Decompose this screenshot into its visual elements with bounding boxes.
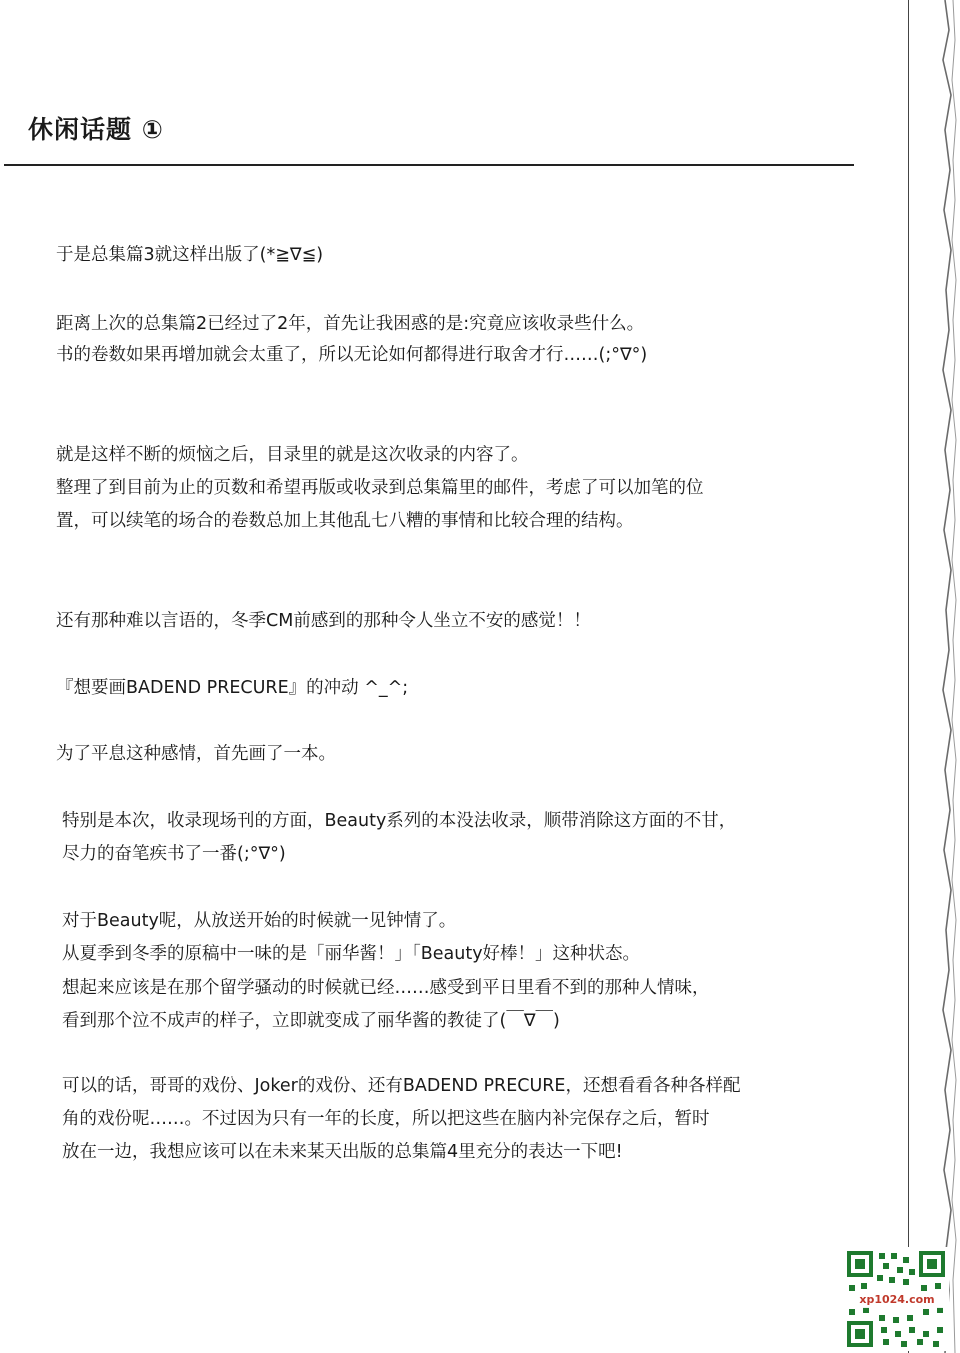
watermark-url: xp1024.com (848, 1292, 946, 1308)
text-line: 尽力的奋笔疾书了一番(;°∇°) (62, 844, 286, 864)
text-line: 置，可以续笔的场合的卷数总加上其他乱七八糟的事情和比较合理的结构。 (56, 511, 634, 531)
torn-edge-texture (905, 0, 960, 1353)
text-line: 还有那种难以言语的，冬季CM前感到的那种令人坐立不安的感觉！！ (56, 611, 591, 631)
text-line: 『想要画BADEND PRECURE』的冲动 ^_^; (56, 678, 409, 698)
text-line: 特别是本次，收录现场刊的方面，Beauty系列的本没法收录，顺带消除这方面的不甘， (62, 811, 737, 831)
text-line: 距离上次的总集篇2已经过了2年，首先让我困惑的是:究竟应该收录些什么。 (56, 314, 645, 334)
text-line: 对于Beauty呢，从放送开始的时候就一见钟情了。 (62, 911, 457, 931)
text-line: 就是这样不断的烦恼之后，目录里的就是这次收录的内容了。 (56, 445, 529, 465)
text-line: 整理了到目前为止的页数和希望再版或收录到总集篇里的邮件，考虑了可以加笔的位 (56, 478, 704, 498)
text-line: 想起来应该是在那个留学骚动的时候就已经……感受到平日里看不到的那种人情味， (62, 978, 710, 998)
text-line: 角的戏份呢……。不过因为只有一年的长度，所以把这些在脑内补完保存之后，暂时 (62, 1109, 710, 1129)
title-divider (4, 164, 854, 166)
text-line: 放在一边，我想应该可以在未来某天出版的总集篇4里充分的表达一下吧! (62, 1142, 623, 1162)
text-line: 看到那个泣不成声的样子，立即就变成了丽华酱的教徒了(￣∇￣) (62, 1011, 560, 1031)
text-line: 可以的话，哥哥的戏份、Joker的戏份、还有BADEND PRECURE，还想看看各种各样配 (62, 1076, 741, 1096)
text-line: 书的卷数如果再增加就会太重了，所以无论如何都得进行取舍才行……(;°∇°) (56, 345, 648, 365)
page-title: 休闲话题 ① (28, 115, 164, 144)
text-line: 为了平息这种感情，首先画了一本。 (56, 744, 336, 764)
text-line: 从夏季到冬季的原稿中一味的是「丽华酱！」「Beauty好棒！」这种状态。 (62, 944, 641, 964)
text-line: 于是总集篇3就这样出版了(*≧∇≦) (56, 245, 324, 265)
